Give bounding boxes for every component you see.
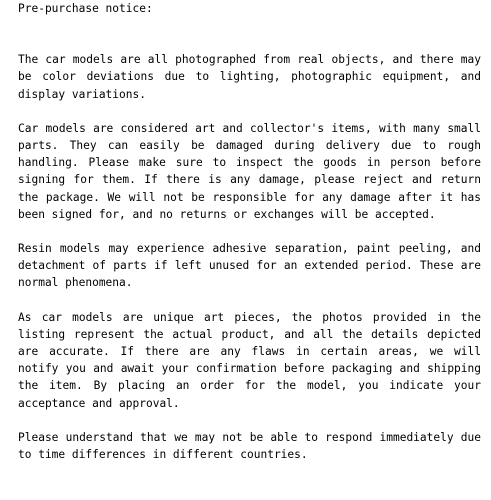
paragraph-color-deviation: The car models are all photographed from real objects, and there may be color deviations due to lighting, photographic equipment, and display variations. [18, 53, 481, 101]
paragraph-resin-models: Resin models may experience adhesive separation, paint peeling, and detachment of parts if left unused for an extended period. These are normal phenomena. [18, 242, 481, 290]
paragraph-unique-art: As car models are unique art pieces, the photos provided in the listing represent the actual product, and all the details depicted are accurate. If there are any flaws in certain areas, we will notify you and await your confirmation before packaging and shipping the item. By placing an order for the model, you indicate your acceptance and approval. [18, 310, 481, 410]
paragraph-damage-inspection: Car models are considered art and collector's items, with many small parts. They can easily be damaged during delivery due to rough handling. Please make sure to inspect the goods in person before signing for them. If there is any damage, please reject and return the package. We will not be responsible for any damage after it has been signed for, and no returns or exchanges will be accepted. [18, 121, 481, 221]
paragraph-time-differences: Please understand that we may not be able to respond immediately due to time differences in different countries. [18, 430, 481, 462]
notice-title: Pre-purchase notice: [18, 2, 153, 15]
